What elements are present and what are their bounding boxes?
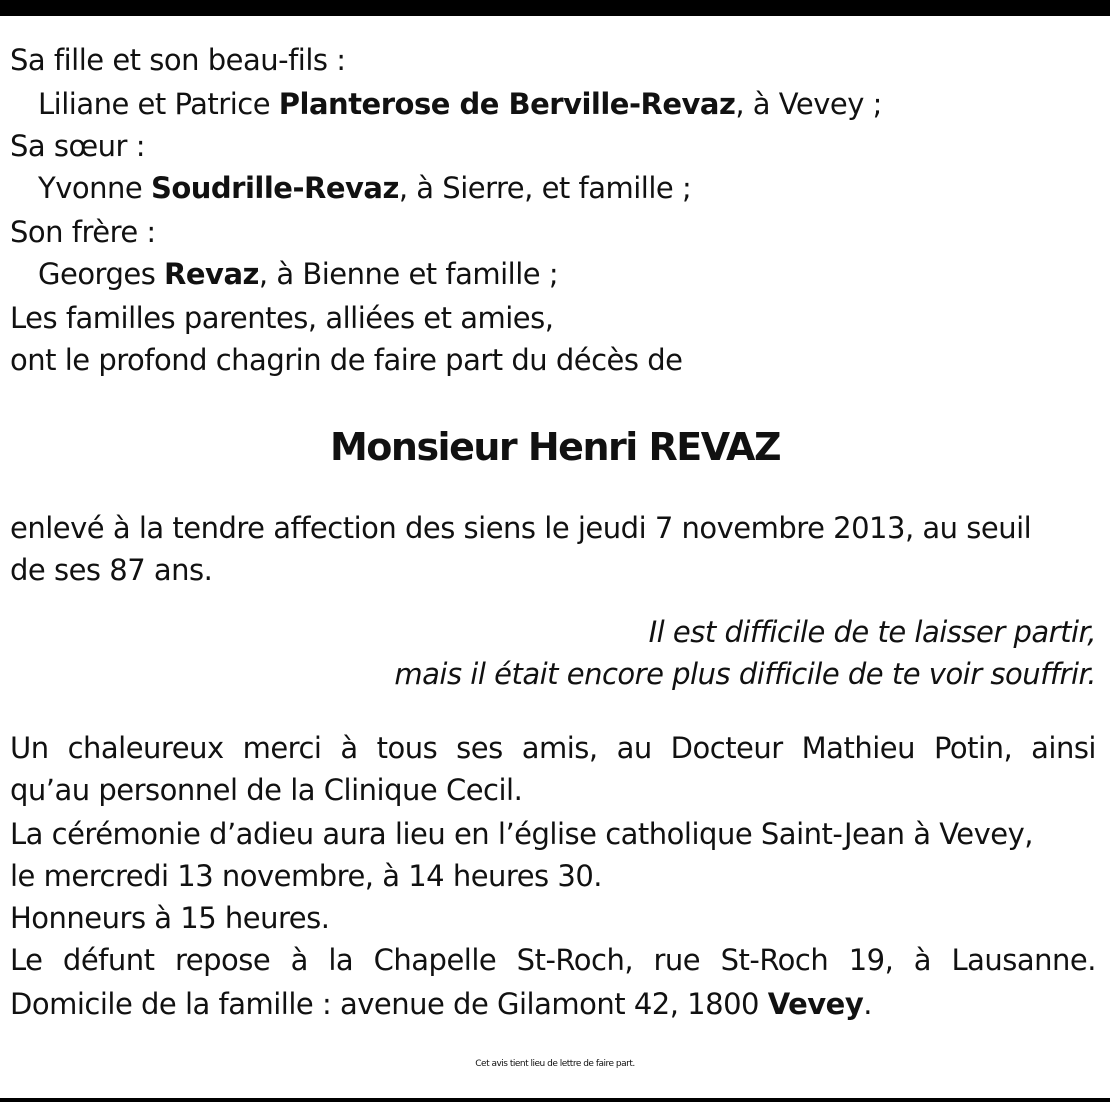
member-location: , à Bienne et famille ; — [258, 257, 559, 291]
member-surname: Planterose de Berville-Revaz — [278, 87, 736, 121]
ceremony-line-1: La cérémonie d’adieu aura lieu en l’église catholique Saint-Jean à Vevey, — [10, 817, 1034, 851]
deceased-name: Monsieur Henri REVAZ — [329, 425, 781, 469]
member-given-names: Georges — [38, 257, 165, 291]
member-surname: Revaz — [164, 257, 259, 291]
death-text: enlevé à la tendre affection des siens le jeudi 7 novembre 2013, au seuil — [10, 511, 1032, 545]
member-daughter — [38, 86, 882, 122]
member-location: , à Sierre, et famille ; — [398, 171, 692, 205]
relatives-line: Les familles parentes, alliées et amies, — [10, 301, 554, 335]
member-location: , à Vevey ; — [735, 87, 882, 121]
relation-daughter: Sa fille et son beau-fils : — [10, 43, 346, 77]
relation-brother: Son frère : — [10, 215, 156, 249]
member-brother — [38, 256, 558, 292]
ceremony-line-3: Honneurs à 15 heures. — [10, 901, 330, 935]
relation-sister: Sa sœur : — [10, 129, 145, 163]
announcement-line: ont le profond chagrin de faire part du décès de — [10, 343, 683, 377]
thanks-line-2: qu’au personnel de la Clinique Cecil. — [10, 773, 523, 807]
domicile-address: Domicile de la famille : avenue de Gilamont 42, 1800 — [10, 987, 768, 1021]
thanks-line-1: Un chaleureux merci à tous ses amis, au Docteur Mathieu Potin, ainsi — [10, 731, 1096, 765]
member-given-names: Liliane et Patrice — [38, 87, 279, 121]
bottom-border — [0, 1098, 1110, 1102]
top-border — [0, 0, 1110, 16]
death-line-1 — [10, 510, 1096, 546]
ceremony-line-2: le mercredi 13 novembre, à 14 heures 30. — [10, 859, 603, 893]
repose-line: Le défunt repose à la Chapelle St-Roch, rue St-Roch 19, à Lausanne. — [10, 943, 1096, 977]
domicile-punctuation: . — [863, 987, 872, 1021]
member-surname: Soudrille-Revaz — [150, 171, 399, 205]
domicile-city: Vevey — [767, 987, 864, 1021]
member-given-names: Yvonne — [38, 171, 151, 205]
quote-line-2: mais il était encore plus difficile de te voir souffrir. — [394, 657, 1096, 691]
notice-line: Cet avis tient lieu de lettre de faire part. — [475, 1059, 635, 1069]
quote-line-1: Il est difficile de te laisser partir, — [648, 615, 1096, 649]
member-sister — [38, 170, 691, 206]
domicile-line — [10, 986, 872, 1022]
death-line-2: de ses 87 ans. — [10, 553, 213, 587]
